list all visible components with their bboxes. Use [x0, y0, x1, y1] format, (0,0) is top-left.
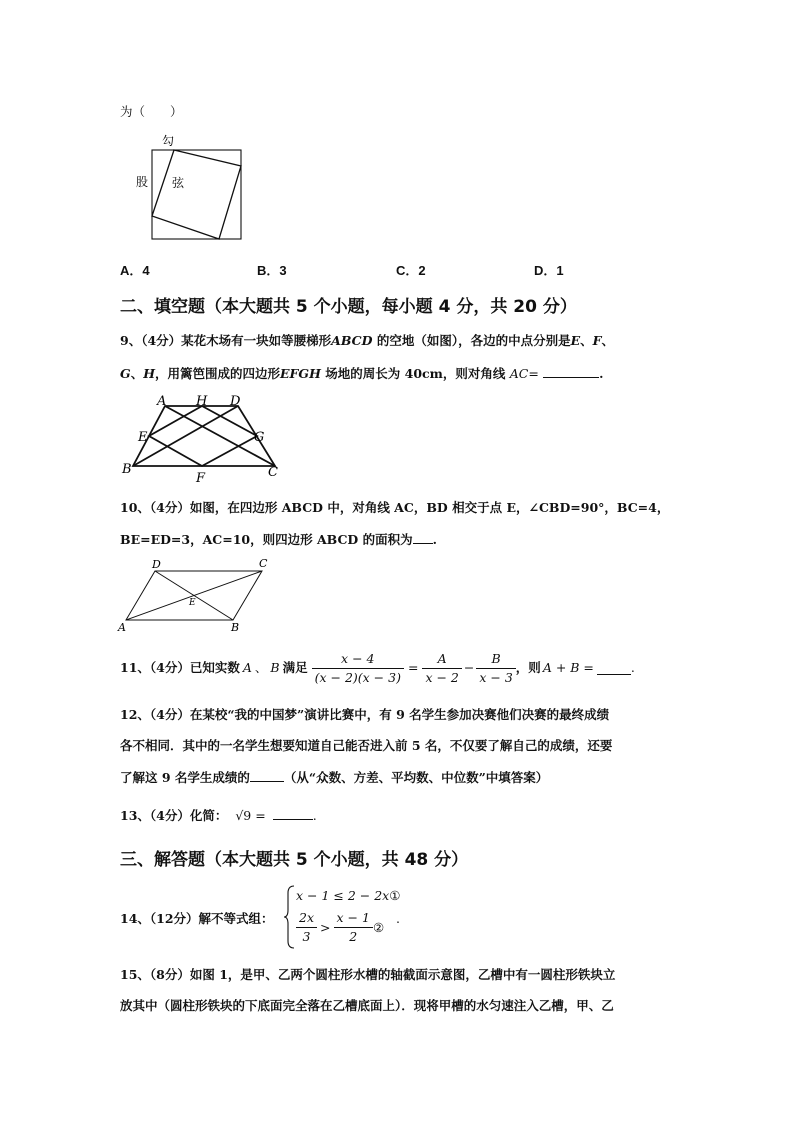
q9-e: E: [570, 333, 581, 348]
q11-minus: −: [463, 660, 475, 675]
q14-frac-right: [334, 910, 373, 945]
q9-sep2: 、: [601, 333, 615, 348]
option-b: B．3: [257, 263, 287, 278]
q9-end: .: [599, 366, 604, 381]
diagonal-bd: [155, 571, 233, 620]
q11-den1: (x − 2)(x − 3): [314, 669, 401, 685]
q11-eq: =: [407, 660, 419, 675]
q9-g: G: [120, 366, 131, 381]
q9-ac: AC: [509, 366, 529, 381]
q12-text-b: （从“众数、方差、平均数、中位数”中填答案）: [283, 770, 549, 785]
q9-text-a: 9、（4分）某花木场有一块如等腰梯形: [120, 333, 332, 348]
q11-a: A: [242, 660, 252, 675]
system-brace: [282, 884, 296, 950]
q9-abcd: ABCD: [331, 333, 373, 348]
q11-mid: 满足: [282, 660, 308, 675]
section-heading-fill-in: 二、填空题（本大题共 5 个小题，每小题 4 分，共 20 分）: [120, 297, 577, 317]
q9-answer-blank[interactable]: [543, 365, 599, 378]
quad-efgh: [149, 406, 257, 466]
q9-sep1: 、: [580, 333, 593, 348]
q11-den3: x − 3: [479, 669, 513, 685]
pt-a: A: [157, 394, 167, 409]
q13-end: .: [312, 808, 317, 823]
quadrilateral-figure: [116, 556, 276, 634]
q11-num1: x − 4: [312, 651, 404, 669]
q14-inequality-1: [296, 888, 400, 904]
q13-answer-blank[interactable]: [273, 807, 313, 820]
q12-text-a: 了解这 9 名学生成绩的: [120, 770, 250, 785]
q12-line3: [120, 769, 548, 786]
q14-ineq1: x − 1 ≤ 2 − 2x: [296, 888, 390, 903]
q13-line: [120, 807, 317, 824]
pt-e: E: [138, 430, 148, 445]
q14-num-left: 2x: [296, 910, 317, 928]
q9-text-b: 的空地（如图），各边的中点分别是: [376, 333, 571, 348]
q14-mark2: ②: [372, 919, 385, 935]
q9-eq: =: [528, 366, 539, 381]
q11-b: B: [270, 660, 280, 675]
q14-gt: >: [320, 919, 331, 935]
q14-end: .: [396, 911, 400, 926]
trapezoid-figure: [118, 394, 288, 486]
pythagorean-square-figure: [130, 128, 255, 248]
q11-num2: A: [422, 651, 461, 669]
q10-line2: [120, 531, 437, 548]
pt-c: C: [259, 557, 268, 570]
pt-c: C: [268, 465, 278, 480]
label-xian: 弦: [172, 176, 185, 190]
pt-a: A: [118, 621, 126, 634]
q12-answer-blank[interactable]: [250, 769, 284, 782]
label-gu: 股: [136, 175, 149, 189]
q9-line1: [120, 333, 614, 349]
label-gou: 勾: [162, 134, 175, 148]
pt-f: F: [196, 471, 206, 486]
q14-inequality-2: [296, 910, 384, 945]
q12-line2: 各不相同．其中的一名学生想要知道自己能否进入前 5 名，不仅要了解自己的成绩，还要: [120, 738, 613, 753]
q9-h: H: [143, 366, 156, 381]
q10-text: BE=ED=3，AC=10，则四边形 ABCD 的面积为: [120, 532, 413, 547]
option-d: D．1: [534, 263, 564, 278]
q10-end: .: [432, 532, 437, 547]
q15-line1: 15、（8分）如图 1，是甲、乙两个圆柱形水槽的轴截面示意图，乙槽中有一圆柱形铁块立: [120, 967, 616, 982]
q11-line: [120, 646, 635, 690]
pt-d: D: [230, 394, 241, 409]
section-heading-solutions: 三、解答题（本大题共 5 个小题，共 48 分）: [120, 850, 469, 870]
q10-answer-blank[interactable]: [413, 531, 433, 544]
q11-answer-blank[interactable]: [597, 662, 631, 675]
q14-frac-left: [296, 910, 317, 945]
q11-num3: B: [476, 651, 515, 669]
q15-line2: 放其中（圆柱形铁块的下底面完全落在乙槽底面上）．现将甲槽的水匀速注入乙槽，甲、乙: [120, 998, 614, 1013]
q14-num-right: x − 1: [334, 910, 373, 928]
q9-sep3: 、: [130, 366, 144, 381]
pt-h: H: [196, 394, 208, 409]
q14-den-left: 3: [302, 929, 311, 944]
q11-prefix: 11、（4分）已知实数: [120, 660, 240, 675]
pt-e: E: [189, 598, 196, 608]
q14-prefix: 14、（12分）解不等式组：: [120, 911, 274, 926]
q14-den-right: 2: [349, 929, 358, 944]
q13-expr: √9 =: [235, 808, 266, 823]
pt-b: B: [122, 462, 132, 477]
q13-prefix: 13、（4分）化简：: [120, 808, 228, 823]
q9-f: F: [592, 333, 602, 348]
pt-b: B: [231, 621, 240, 634]
option-c: C．2: [396, 263, 426, 278]
pt-d: D: [152, 558, 161, 571]
pt-g: G: [254, 430, 265, 445]
q11-expr: A + B =: [542, 660, 594, 675]
q9-line2: [120, 365, 604, 382]
question-stem-tail: 为（ ）: [120, 104, 183, 119]
q12-line1: 12、（4分）在某校“我的中国梦”演讲比赛中，有 9 名学生参加决赛他们决赛的最终成绩: [120, 707, 610, 722]
q11-comma: 、: [254, 660, 268, 675]
inner-square: [152, 150, 241, 239]
q11-fraction-2: [422, 651, 461, 686]
q9-text-d: 场地的周长为 40cm，则对角线: [325, 366, 506, 381]
q14-mark1: ①: [389, 888, 401, 903]
q11-then: ，则: [515, 660, 541, 675]
q11-end: .: [630, 660, 635, 675]
option-a: A．4: [120, 263, 150, 278]
q11-den2: x − 2: [425, 669, 459, 685]
q9-efgh: EFGH: [280, 366, 321, 381]
q11-fraction-3: [476, 651, 515, 686]
q10-line1: 10、（4分）如图，在四边形 ABCD 中，对角线 AC，BD 相交于点 E，∠CBD=90°，BC=4，: [120, 500, 670, 515]
q11-fraction-1: [312, 651, 404, 686]
q9-text-c: ，用篱笆围成的四边形: [155, 366, 281, 381]
